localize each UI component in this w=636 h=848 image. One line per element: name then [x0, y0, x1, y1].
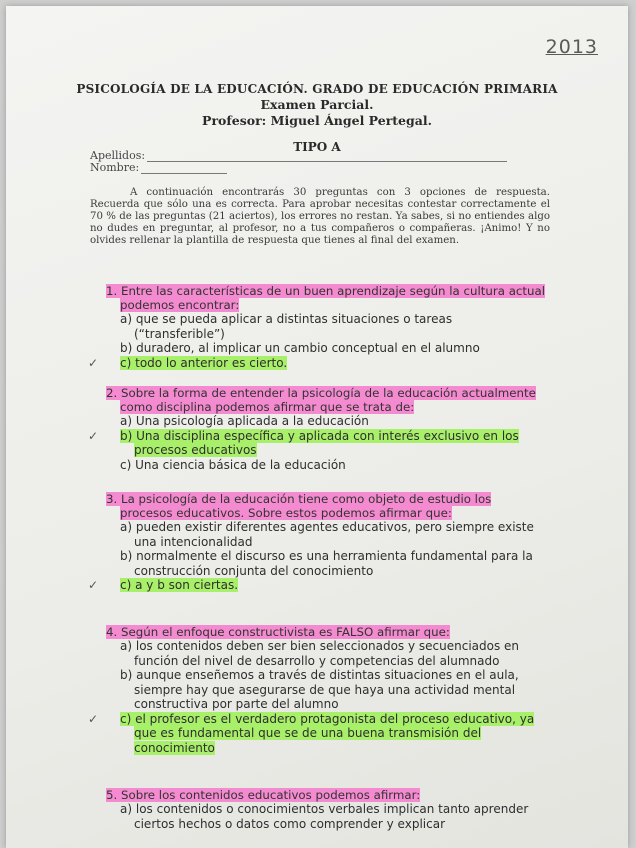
highlight-pink: 2. Sobre la forma de entender la psicología de la educación actualmente como disciplina podemos afirmar que se trata de:: [106, 386, 536, 414]
question-text: [106, 788, 546, 802]
handwritten-year: 2013: [545, 36, 598, 58]
option-a: a) Una psicología aplicada a la educación: [120, 414, 369, 428]
highlight-pink: 1. Entre las características de un buen aprendizaje según la cultura actual podemos encontrar:: [106, 284, 546, 312]
option-a: a) pueden existir diferentes agentes educativos, pero siempre existe una intencionalidad: [120, 520, 534, 549]
option-c: ✓ c) a y b son ciertas.: [88, 578, 239, 592]
question-1: [88, 284, 546, 370]
highlight-pink: 3. La psicología de la educación tiene como objeto de estudio los procesos educativos. Sobre estos podemos afirmar que:: [106, 492, 492, 520]
name-field: [90, 161, 227, 174]
option-a: a) que se pueda aplicar a distintas situaciones o tareas (“transferible”): [120, 312, 453, 341]
professor-name: Profesor: Miguel Ángel Pertegal.: [202, 113, 432, 128]
question-4: [88, 625, 546, 755]
exam-type: Examen Parcial.: [260, 97, 374, 112]
surname-label: Apellidos:: [90, 149, 146, 162]
option-b: ✓ b) Una disciplina específica y aplicada con interés exclusivo en los procesos educativos: [88, 428, 519, 457]
option-b: b) normalmente el discurso es una herramienta fundamental para la construcción conjunta del conocimiento: [120, 549, 533, 578]
exam-version: TIPO A: [293, 140, 341, 154]
course-title: PSICOLOGÍA DE LA EDUCACIÓN. GRADO DE EDUCACIÓN PRIMARIA: [76, 82, 558, 96]
exam-header: [6, 82, 628, 128]
question-3: [88, 492, 546, 593]
option-c: ✓ c) el profesor es el verdadero protagonista del proceso educativo, ya que es fundamental que se de una buena transmisión del conocimiento: [88, 711, 535, 755]
highlight-pink: 5. Sobre los contenidos educativos podemos afirmar:: [106, 788, 421, 802]
option-c: ✓ c) todo lo anterior es cierto.: [88, 355, 288, 370]
question-text: [106, 492, 546, 520]
name-line: [141, 173, 227, 174]
question-2: [88, 386, 546, 472]
option-c: c) Una ciencia básica de la educación: [120, 457, 346, 472]
question-5: [106, 788, 546, 831]
instructions-text: A continuación encontrarás 30 preguntas con 3 opciones de respuesta. Recuerda que sólo una es correcta. Para aprobar necesitas contestar correctamente el 70 % de las preguntas (21 aciertos), los errores no restan. Ya sabes, si no entiendes algo no dudes en preguntar, al profesor, no a tus compañeros o compañeras. ¡Animo! Y no olvides rellenar la plantilla de respuesta que tienes al final del examen.: [90, 187, 550, 246]
option-b: b) aunque enseñemos a través de distintas situaciones en el aula, siempre hay que asegurarse de que haya una actividad mental constructiva por parte del alumno: [120, 668, 519, 711]
option-a: a) los contenidos o conocimientos verbales implican tanto aprender ciertos hechos o datos como comprender y explicar: [120, 802, 529, 831]
question-text: [106, 386, 546, 414]
highlight-green: b) Una disciplina específica y aplicada con interés exclusivo en los procesos educativos: [120, 428, 519, 457]
name-label: Nombre:: [90, 161, 140, 174]
exam-sheet: [6, 6, 628, 848]
option-a: a) los contenidos deben ser bien seleccionados y secuenciados en función del nivel de desarrollo y competencias del alumnado: [120, 639, 520, 668]
question-text: [106, 625, 546, 639]
highlight-green: c) a y b son ciertas.: [120, 578, 239, 592]
highlight-green: c) todo lo anterior es cierto.: [120, 355, 288, 370]
instructions: [90, 187, 550, 247]
option-b: b) duradero, al implicar un cambio conceptual en el alumno: [120, 341, 480, 355]
highlight-pink: 4. Según el enfoque constructivista es FALSO afirmar que:: [106, 625, 450, 639]
highlight-green: c) el profesor es el verdadero protagonista del proceso educativo, ya que es fundamental que se de una buena transmisión del conocimiento: [120, 711, 535, 755]
question-text: [106, 284, 546, 312]
